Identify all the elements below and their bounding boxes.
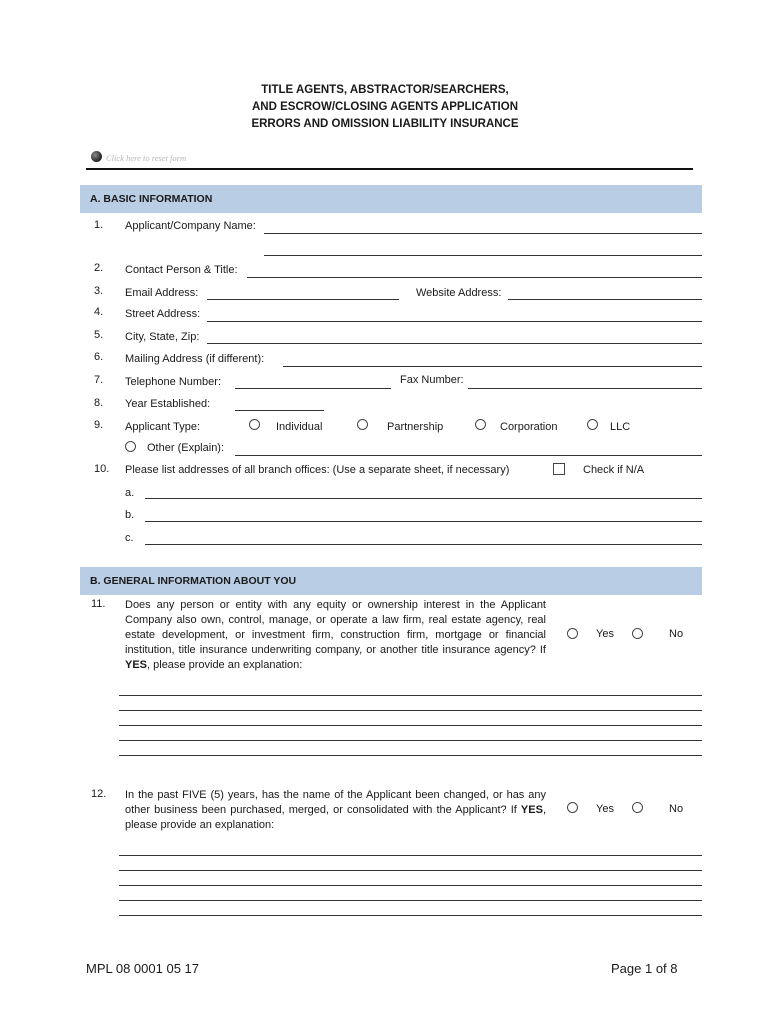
q11-explain-line-2[interactable] <box>119 710 702 711</box>
q12-if-suffix: , please provide an explanation: <box>125 804 546 831</box>
q12-question <box>125 788 546 833</box>
q12-no-radio[interactable] <box>632 802 643 813</box>
q11-no-radio[interactable] <box>632 628 643 639</box>
q11-if-yes: YES <box>125 659 148 671</box>
reset-icon[interactable] <box>91 151 102 162</box>
applicant-name-field[interactable] <box>264 233 702 234</box>
fax-label: Fax Number: <box>400 374 464 386</box>
q8-number: 8. <box>94 397 104 409</box>
option-corporation-label: Corporation <box>500 421 558 433</box>
q11-question <box>125 598 546 673</box>
radio-llc[interactable] <box>587 419 598 430</box>
radio-other[interactable] <box>125 441 136 452</box>
branch-a-label: a. <box>125 487 135 499</box>
radio-corporation[interactable] <box>475 419 486 430</box>
q10-number: 10. <box>94 463 110 475</box>
mailing-address-field[interactable] <box>283 366 702 367</box>
radio-partnership[interactable] <box>357 419 368 430</box>
branch-a-field[interactable] <box>145 498 702 499</box>
option-llc-label: LLC <box>610 421 631 433</box>
page-number: Page 1 of 8 <box>611 961 678 976</box>
section-a-header <box>80 185 702 213</box>
q11-explain-line-5[interactable] <box>119 755 702 756</box>
title-line-1: TITLE AGENTS, ABSTRACTOR/SEARCHERS, <box>261 84 509 96</box>
form-code: MPL 08 0001 05 17 <box>86 961 199 976</box>
year-established-field[interactable] <box>235 410 324 411</box>
q6-label: Mailing Address (if different): <box>125 353 265 365</box>
q5-label: City, State, Zip: <box>125 331 200 343</box>
q11-explain-line-4[interactable] <box>119 740 702 741</box>
branch-b-field[interactable] <box>145 521 702 522</box>
q1-number: 1. <box>94 219 104 231</box>
section-a-heading: A. BASIC INFORMATION <box>90 193 213 205</box>
q12-explain-line-1[interactable] <box>119 855 702 856</box>
radio-individual[interactable] <box>249 419 260 430</box>
na-checkbox[interactable] <box>553 463 565 475</box>
website-label: Website Address: <box>416 287 502 299</box>
q12-yes-radio[interactable] <box>567 802 578 813</box>
branch-c-label: c. <box>125 532 134 544</box>
option-individual-label: Individual <box>276 421 323 433</box>
q12-explain-line-3[interactable] <box>119 885 702 886</box>
q11-if-prefix: If <box>539 644 546 656</box>
telephone-field[interactable] <box>235 388 391 389</box>
q12-explain-line-4[interactable] <box>119 900 702 901</box>
q4-number: 4. <box>94 306 104 318</box>
option-other-label: Other (Explain): <box>147 442 225 454</box>
q12-explain-line-5[interactable] <box>119 915 702 916</box>
q11-yes-label: Yes <box>596 628 614 640</box>
form-title <box>0 82 770 133</box>
q5-number: 5. <box>94 329 104 341</box>
q12-explain-line-2[interactable] <box>119 870 702 871</box>
q7-label: Telephone Number: <box>125 376 222 388</box>
section-b-heading: B. GENERAL INFORMATION ABOUT YOU <box>90 575 297 587</box>
q12-number: 12. <box>91 788 107 800</box>
q12-text: In the past FIVE (5) years, has the name of the Applicant been changed, or has any other business been purchased, merged, or consolidated with the Applicant? If <box>125 789 546 816</box>
q2-number: 2. <box>94 262 104 274</box>
option-partnership-label: Partnership <box>387 421 444 433</box>
q2-label: Contact Person & Title: <box>125 264 238 276</box>
title-line-3: ERRORS AND OMISSION LIABILITY INSURANCE <box>251 118 519 130</box>
branch-b-label: b. <box>125 509 135 521</box>
q11-number: 11. <box>91 598 106 610</box>
q12-no-label: No <box>669 803 684 815</box>
q11-if-suffix: , please provide an explanation: <box>147 659 303 671</box>
website-field[interactable] <box>508 299 702 300</box>
q12-yes-label: Yes <box>596 803 614 815</box>
fax-field[interactable] <box>468 388 702 389</box>
city-state-zip-field[interactable] <box>207 343 702 344</box>
contact-person-field[interactable] <box>247 277 702 278</box>
q1-label: Applicant/Company Name: <box>125 220 256 232</box>
q9-number: 9. <box>94 419 104 431</box>
q11-yes-radio[interactable] <box>567 628 578 639</box>
q11-explain-line-1[interactable] <box>119 695 702 696</box>
section-b-header <box>80 567 702 595</box>
other-explain-field[interactable] <box>235 455 702 456</box>
branch-c-field[interactable] <box>145 544 702 545</box>
q9-label: Applicant Type: <box>125 421 201 433</box>
q3-number: 3. <box>94 285 104 297</box>
q10-label: Please list addresses of all branch offices: (Use a separate sheet, if necessary) <box>125 464 510 476</box>
q6-number: 6. <box>94 351 104 363</box>
title-line-2: AND ESCROW/CLOSING AGENTS APPLICATION <box>252 101 518 113</box>
reset-form-link[interactable]: Click here to reset form <box>106 153 187 163</box>
q8-label: Year Established: <box>125 398 211 410</box>
q12-if-yes: YES <box>520 804 543 816</box>
applicant-name-field-2[interactable] <box>264 255 702 256</box>
header-rule <box>86 168 693 170</box>
q11-text: Does any person or entity with any equity or ownership interest in the Applicant Company also own, control, manage, or operate a law firm, real estate agency, real estate development, or investment firm, construction firm, mortgage or financial institution, title insurance underwriting company, or another title insurance agency? <box>125 599 546 656</box>
q4-label: Street Address: <box>125 308 201 320</box>
q11-no-label: No <box>669 628 684 640</box>
q11-explain-line-3[interactable] <box>119 725 702 726</box>
na-checkbox-label: Check if N/A <box>583 464 645 476</box>
q7-number: 7. <box>94 374 104 386</box>
q3-label: Email Address: <box>125 287 199 299</box>
street-address-field[interactable] <box>207 321 702 322</box>
email-field[interactable] <box>207 299 399 300</box>
